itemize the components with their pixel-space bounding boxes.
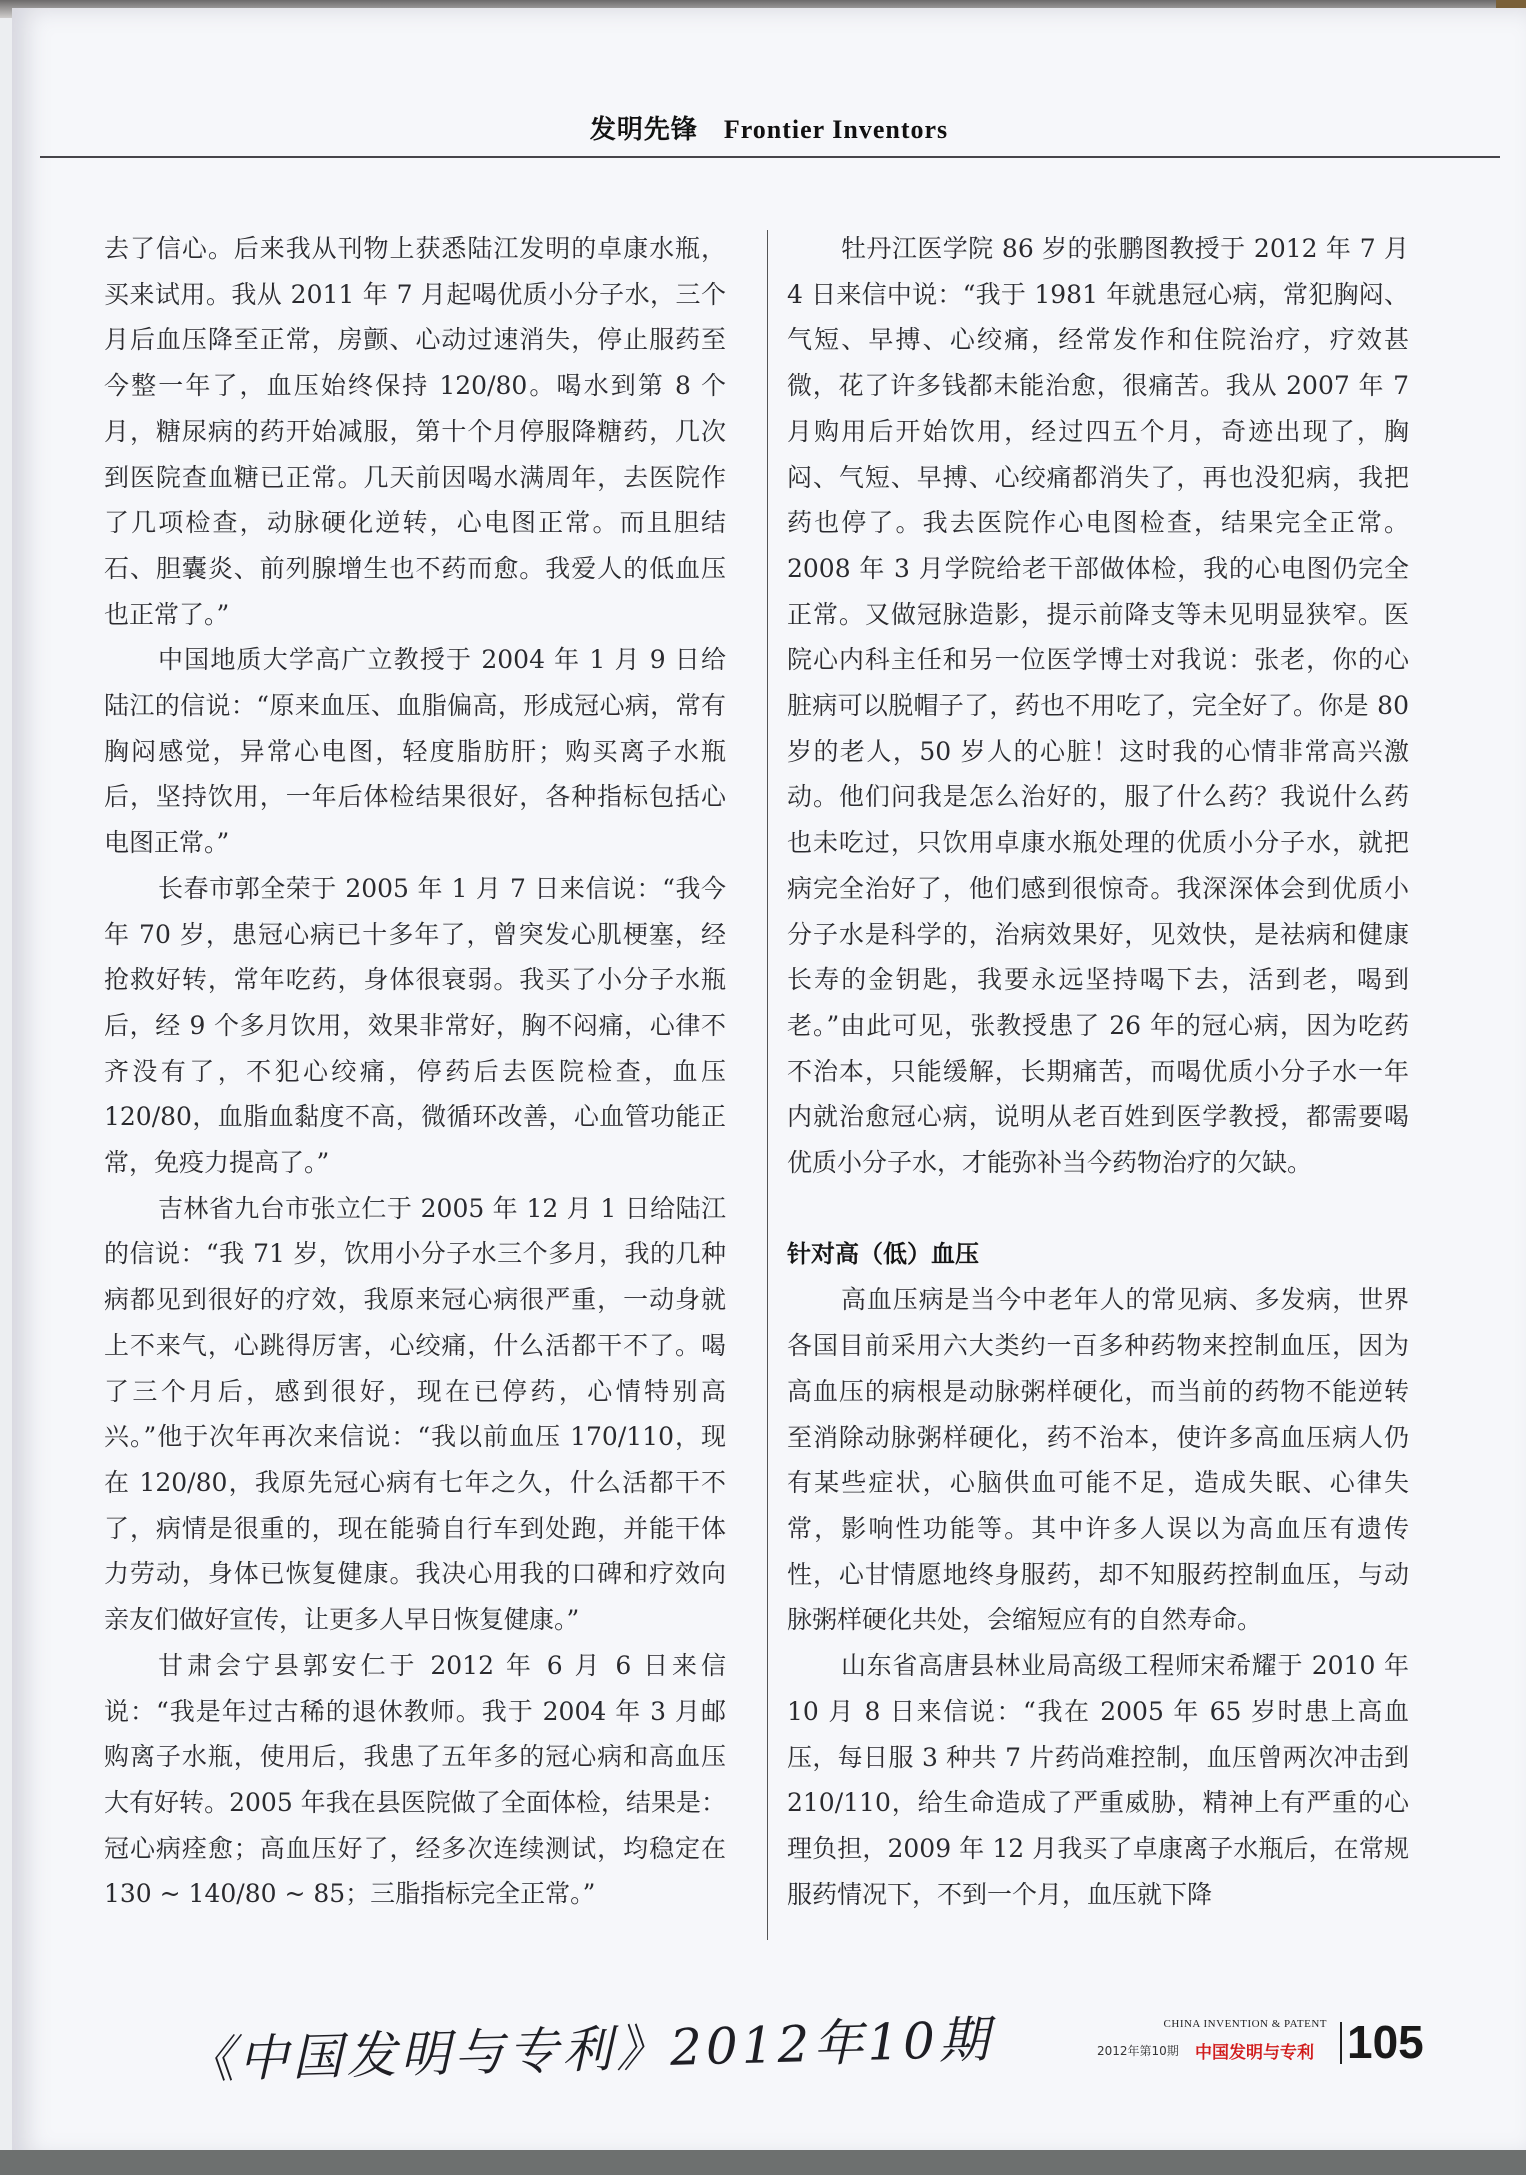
paragraph: 去了信心。后来我从刊物上获悉陆江发明的卓康水瓶，买来试用。我从 2011 年 7 月起喝优质小分子水，三个月后血压降至正常，房颤、心动过速消失，停止服药至今整一年了，血压始终保持 120/80。喝水到第 8 个月，糖尿病的药开始减服，第十个月停服降糖药，几次到医院查血糖已正常。几天前因喝水满周年，去医院作了几项检查，动脉硬化逆转，心电图正常。而且胆结石、胆囊炎、前列腺增生也不药而愈。我爱人的低血压也正常了。”	[104, 234, 726, 629]
handwritten-note: 《中国发明与专利》2012年10期	[183, 2010, 994, 2090]
right-column	[787, 226, 1409, 1917]
header-title-en: Frontier Inventors	[723, 115, 949, 144]
scan-bottom-edge	[0, 2150, 1526, 2175]
footer-journal-cn: 中国发明与专利	[1195, 2043, 1314, 2063]
section-gap	[787, 1186, 1409, 1232]
page-footer	[1097, 2018, 1427, 2078]
paragraph: 高血压病是当今中老年人的常见病、多发病，世界各国目前采用六大类约一百多种药物来控制血压，因为高血压的病根是动脉粥样硬化，而当前的药物不能逆转至消除动脉粥样硬化，药不治本，使许多高血压病人仍有某些症状，心脑供血可能不足，造成失眠、心律失常，影响性功能等。其中许多人误以为高血压有遗传性，心甘情愿地终身服药，却不知服药控制血压，与动脉粥样硬化共处，会缩短应有的自然寿命。	[787, 1285, 1409, 1635]
paragraph: 中国地质大学高广立教授于 2004 年 1 月 9 日给陆江的信说：“原来血压、血脂偏高，形成冠心病，常有胸闷感觉，异常心电图，轻度脂肪肝；购买离子水瓶后，坚持饮用，一年后体检结果很好，各种指标包括心电图正常。”	[104, 645, 726, 858]
footer-journal-en: CHINA INVENTION & PATENT	[1163, 2018, 1327, 2030]
paragraph: 牡丹江医学院 86 岁的张鹏图教授于 2012 年 7 月 4 日来信中说：“我于 1981 年就患冠心病，常犯胸闷、气短、早搏、心绞痛，经常发作和住院治疗，疗效甚微，花了许多钱都未能治愈，很痛苦。我从 2007 年 7 月购用后开始饮用，经过四五个月，奇迹出现了，胸闷、气短、早搏、心绞痛都消失了，再也没犯病，我把药也停了。我去医院作心电图检查，结果完全正常。2008 年 3 月学院给老干部做体检，我的心电图仍完全正常。又做冠脉造影，提示前降支等未见明显狭窄。医院心内科主任和另一位医学博士对我说：张老，你的心脏病可以脱帽子了，药也不用吃了，完全好了。你是 80 岁的老人，50 岁人的心脏！这时我的心情非常高兴激动。他们问我是怎么治好的，服了什么药？我说什么药也未吃过，只饮用卓康水瓶处理的优质小分子水，就把病完全治好了，他们感到很惊奇。我深深体会到优质小分子水是科学的，治病效果好，见效快，是祛病和健康长寿的金钥匙，我要永远坚持喝下去，活到老，喝到老。”由此可见，张教授患了 26 年的冠心病，因为吃药不治本，只能缓解，长期痛苦，而喝优质小分子水一年内就治愈冠心病，说明从老百姓到医学教授，都需要喝优质小分子水，才能弥补当今药物治疗的欠缺。	[787, 234, 1409, 1178]
paragraph: 吉林省九台市张立仁于 2005 年 12 月 1 日给陆江的信说：“我 71 岁，饮用小分子水三个多月，我的几种病都见到很好的疗效，我原来冠心病很严重，一动身就上不来气，心跳得厉害，心绞痛，什么活都干不了。喝了三个月后，感到很好，现在已停药，心情特别高兴。”他于次年再次来信说：“我以前血压 170/110，现在 120/80，我原先冠心病有七年之久，什么活都干不了，病情是很重的，现在能骑自行车到处跑，并能干体力劳动，身体已恢复健康。我决心用我的口碑和疗效向亲友们做好宣传，让更多人早日恢复健康。”	[104, 1193, 726, 1635]
running-header	[12, 109, 1526, 146]
page-number: 105	[1347, 2016, 1424, 2068]
header-rule	[40, 156, 1500, 158]
paragraph: 长春市郭全荣于 2005 年 1 月 7 日来信说：“我今年 70 岁，患冠心病已十多年了，曾突发心肌梗塞，经抢救好转，常年吃药，身体很衰弱。我买了小分子水瓶后，经 9 个多月饮用，效果非常好，胸不闷痛，心律不齐没有了，不犯心绞痛，停药后去医院检查，血压 120/80，血脂血黏度不高，微循环改善，心血管功能正常，免疫力提高了。”	[104, 873, 726, 1178]
footer-divider	[1340, 2022, 1342, 2064]
column-divider	[767, 230, 768, 1940]
paragraph: 山东省高唐县林业局高级工程师宋希耀于 2010 年 10 月 8 日来信说：“我在 2005 年 65 岁时患上高血压，每日服 3 种共 7 片药尚难控制，血压曾两次冲击到 210/110，给生命造成了严重威胁，精神上有严重的心理负担，2009 年 12 月我买了卓康离子水瓶后，在常规服药情况下，不到一个月，血压就下降	[787, 1651, 1409, 1909]
section-heading: 针对高（低）血压	[787, 1239, 979, 1268]
header-title-cn: 发明先锋	[589, 115, 698, 144]
footer-issue: 2012年第10期	[1097, 2044, 1179, 2058]
journal-page	[12, 8, 1526, 2158]
left-column	[104, 226, 726, 1917]
paragraph: 甘肃会宁县郭安仁于 2012 年 6 月 6 日来信说：“我是年过古稀的退休教师。我于 2004 年 3 月邮购离子水瓶，使用后，我患了五年多的冠心病和高血压大有好转。2005 年我在县医院做了全面体检，结果是：冠心病痊愈；高血压好了，经多次连续测试，均稳定在 130 ~ 140/80 ~ 85；三脂指标完全正常。”	[104, 1650, 726, 1909]
